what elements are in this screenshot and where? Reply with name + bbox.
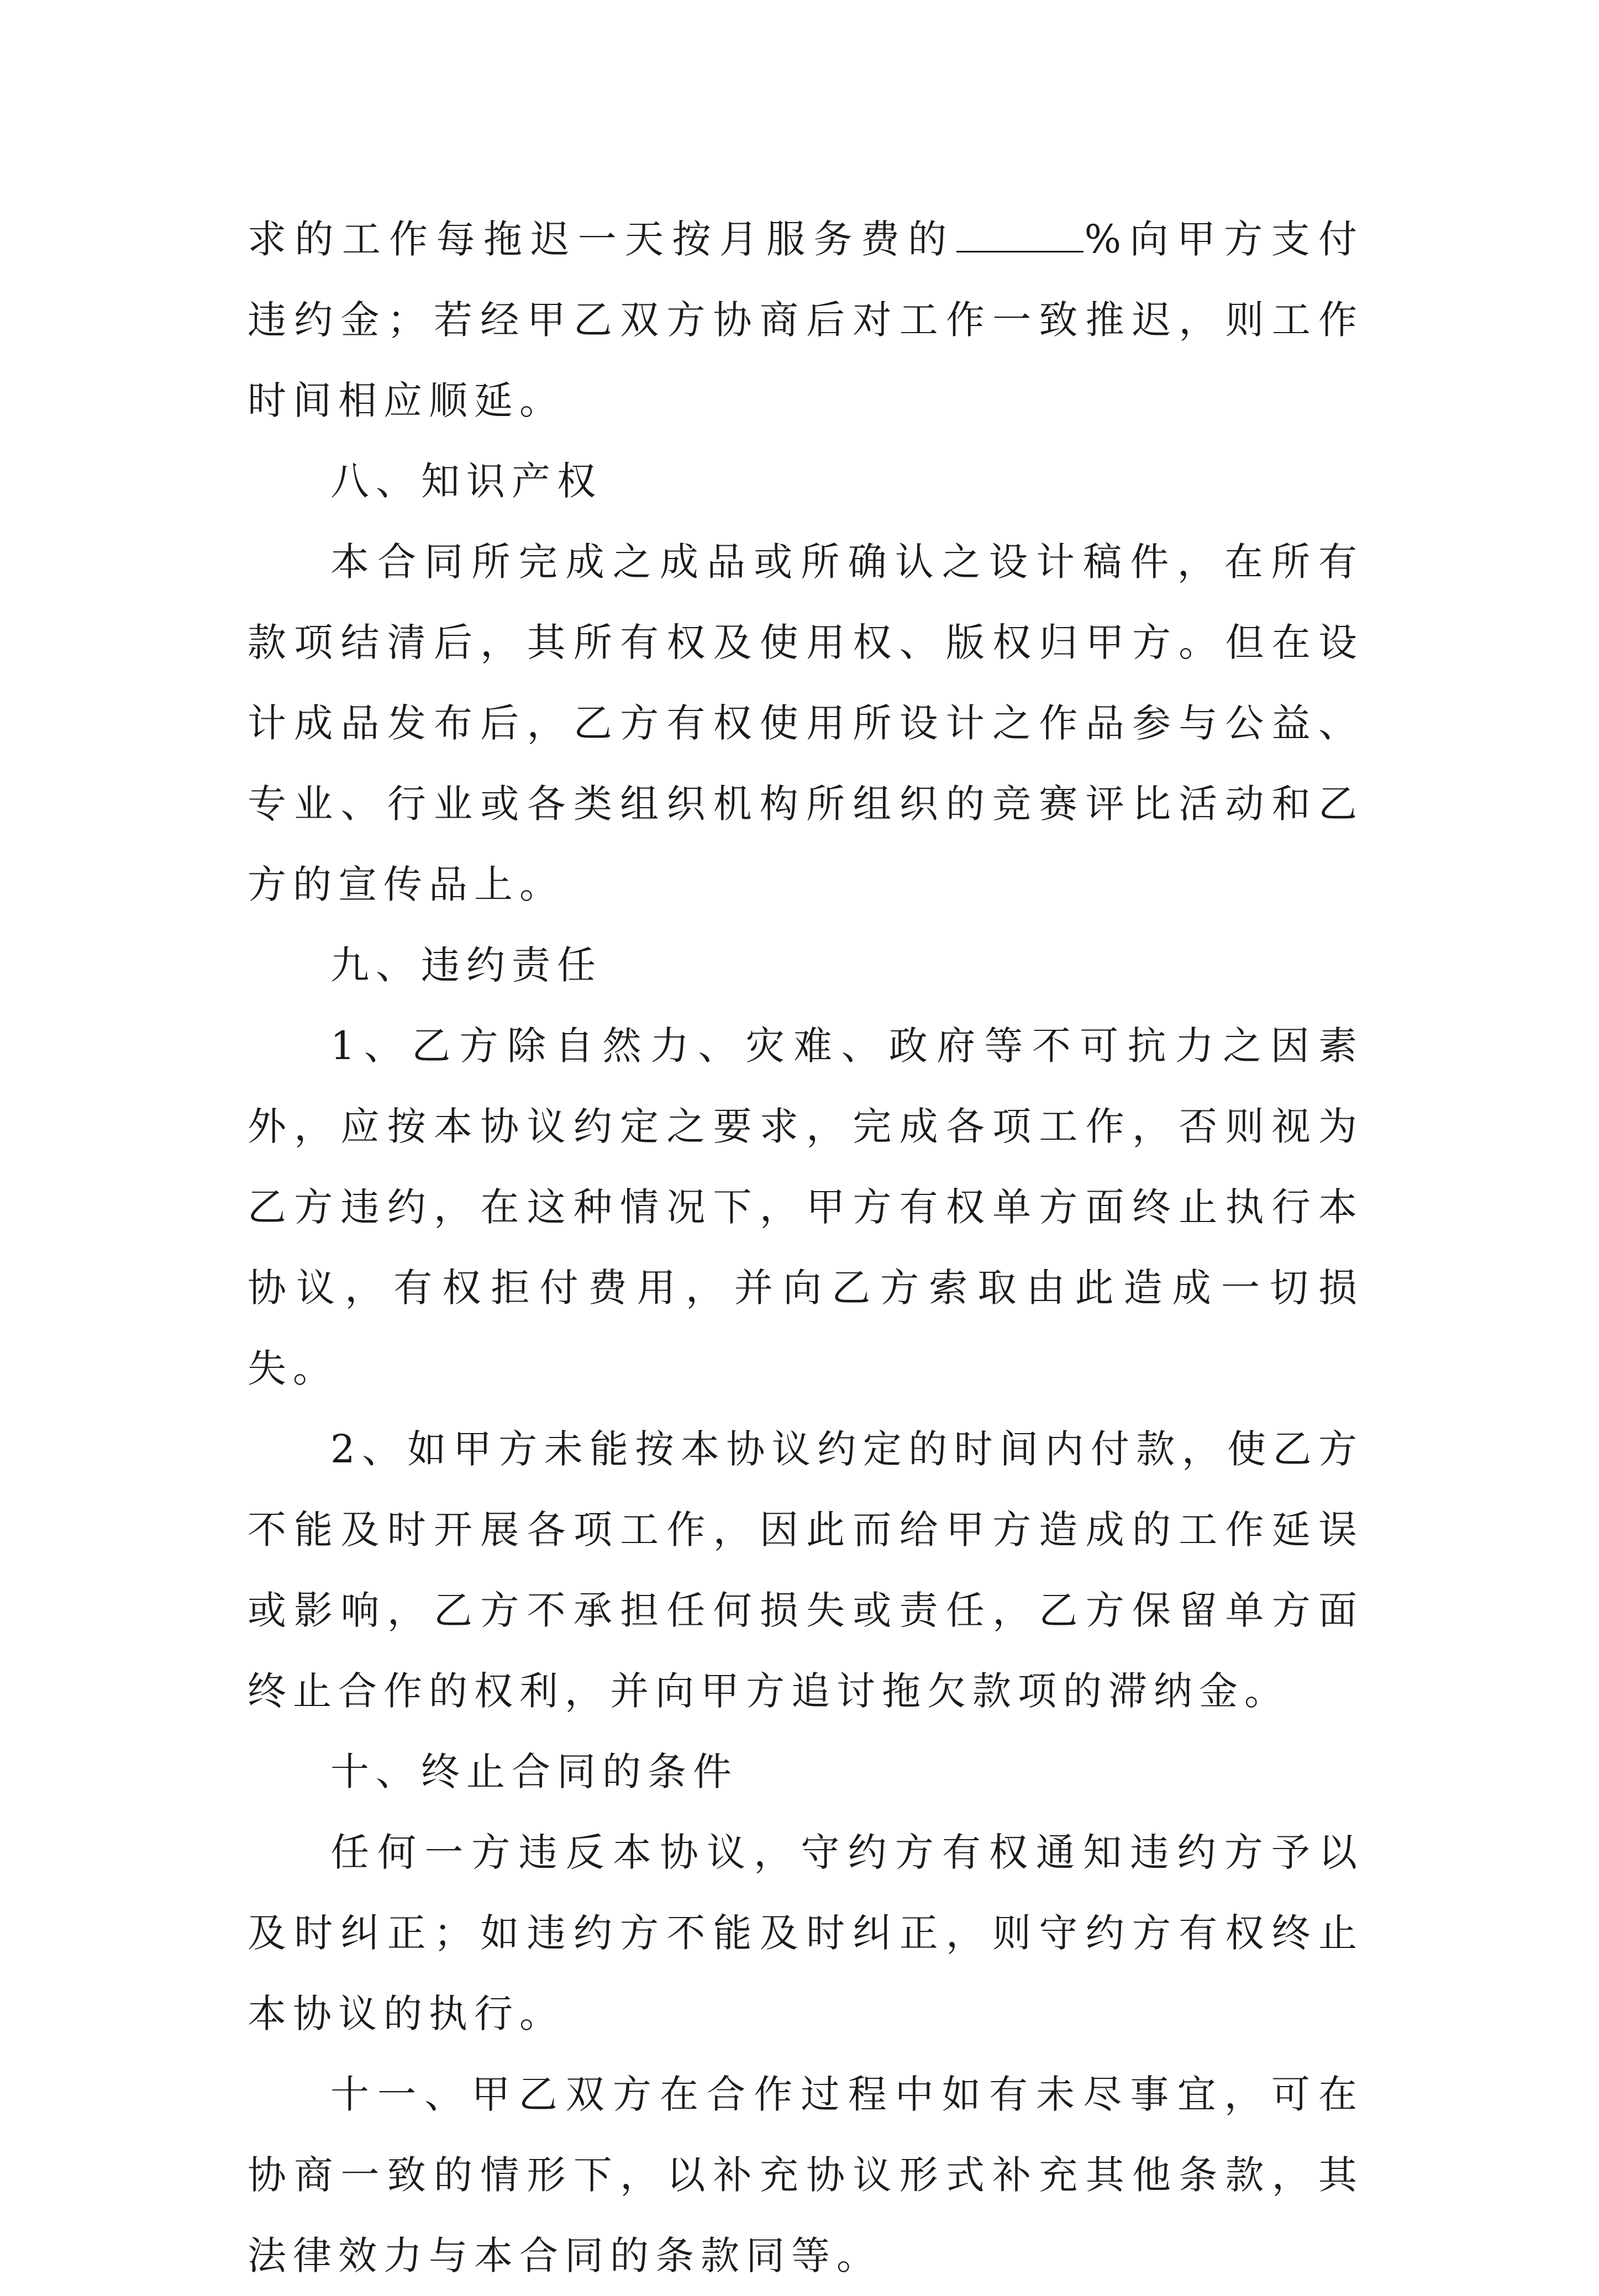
paragraph-penalty-text-after: %向甲方支付违约金；若经甲乙双方协商后对工作一致推迟，则工作时间相应顺延。: [248, 217, 1364, 423]
paragraph-penalty-text-before: 求的工作每拖迟一天按月服务费的: [248, 217, 955, 262]
heading-breach-liability: 九、违约责任: [330, 942, 602, 988]
document-page: [248, 199, 1364, 2296]
paragraph-breach-party-b: 1、乙方除自然力、灾难、政府等不可抗力之因素外，应按本协议约定之要求，完成各项工作，否则视为乙方违约，在这种情况下，甲方有权单方面终止执行本协议，有权拒付费用，并向乙方索取由此造成一切损失。: [248, 1023, 1364, 1391]
paragraph-breach-party-a: 2、如甲方未能按本协议约定的时间内付款，使乙方不能及时开展各项工作，因此而给甲方造成的工作延误或影响，乙方不承担任何损失或责任，乙方保留单方面终止合作的权利，并向甲方追讨拖欠款项的滞纳金。: [248, 1426, 1364, 1714]
paragraph-intellectual-property: 本合同所完成之成品或所确认之设计稿件，在所有款项结清后，其所有权及使用权、版权归甲方。但在设计成品发布后，乙方有权使用所设计之作品参与公益、专业、行业或各类组织机构所组织的竞赛评比活动和乙方的宣传品上。: [248, 539, 1364, 907]
heading-termination-conditions: 十、终止合同的条件: [330, 1749, 738, 1794]
paragraph-supplementary-agreement: 十一、甲乙双方在合作过程中如有未尽事宜，可在协商一致的情形下，以补充协议形式补充其他条款，其法律效力与本合同的条款同等。: [248, 2072, 1364, 2278]
paragraph-penalty-continuation: [248, 199, 1364, 441]
fill-in-blank: [956, 217, 1083, 252]
paragraph-termination: 任何一方违反本协议，守约方有权通知违约方予以及时纠正；如违约方不能及时纠正，则守约方有权终止本协议的执行。: [248, 1830, 1364, 2036]
heading-intellectual-property: 八、知识产权: [330, 459, 602, 504]
